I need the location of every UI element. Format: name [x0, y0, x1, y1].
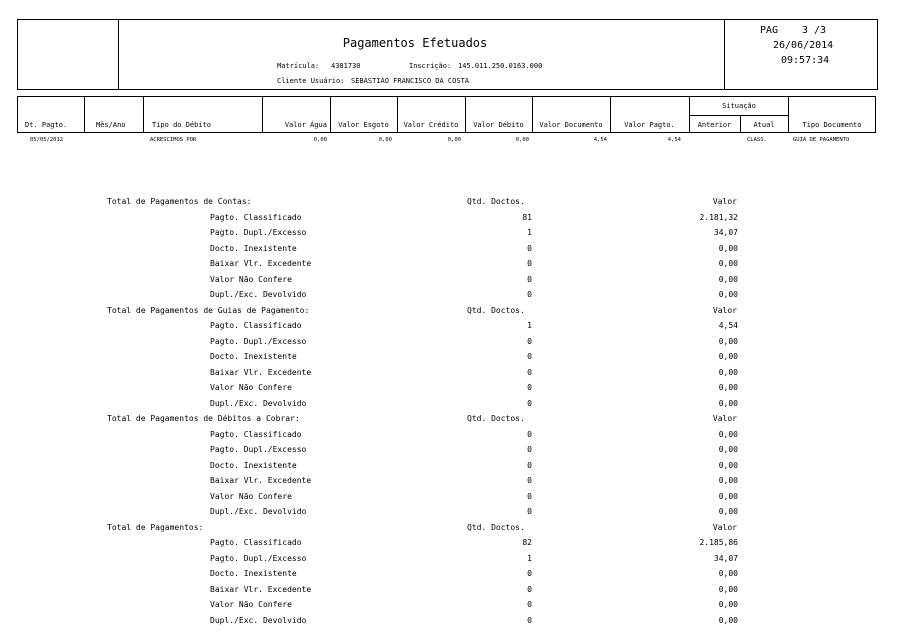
summary-item-qtd: 0 — [527, 569, 532, 578]
cell-valor-pagto: 4,54 — [667, 137, 681, 143]
summary-item-qtd: 1 — [527, 321, 532, 330]
summary-section-title: Total de Pagamentos de Contas: — [107, 197, 252, 206]
report-date: 26/06/2014 — [773, 40, 834, 51]
summary-qtd-header: Qtd. Doctos. — [467, 197, 525, 206]
summary-item-valor: 0,00 — [718, 259, 738, 268]
summary-item-label: Valor Não Confere — [210, 275, 292, 284]
summary-item-label: Valor Não Confere — [210, 383, 292, 392]
summary-item-valor: 0,00 — [718, 445, 738, 454]
summary-item-label: Pagto. Dupl./Excesso — [210, 228, 307, 237]
column-header-valor-pagto: Valor Pagto. — [624, 121, 675, 129]
page-number: 3 /3 — [802, 25, 827, 36]
summary-item-valor: 0,00 — [718, 600, 738, 609]
summary-item-qtd: 0 — [527, 585, 532, 594]
summary-qtd-header: Qtd. Doctos. — [467, 523, 525, 532]
column-header-tipo-debito: Tipo do Débito — [152, 121, 212, 129]
cell-atual: CLASS. — [747, 137, 767, 143]
cell-tipo-documento: GUIA DE PAGAMENTO — [793, 137, 850, 143]
column-header-valor-documento: Valor Documento — [539, 121, 603, 129]
summary-item-valor: 0,00 — [718, 399, 738, 408]
summary-item-label: Docto. Inexistente — [210, 569, 297, 578]
summary-item-label: Docto. Inexistente — [210, 352, 297, 361]
summary-item-valor: 0,00 — [718, 476, 738, 485]
summary-item-qtd: 82 — [522, 538, 532, 547]
summary-item-label: Dupl./Exc. Devolvido — [210, 507, 307, 516]
summary-item-label: Pagto. Dupl./Excesso — [210, 445, 307, 454]
matricula-value: 4381730 — [331, 62, 361, 70]
summary-item-valor: 2.185,86 — [699, 538, 738, 547]
summary-item-qtd: 0 — [527, 244, 532, 253]
summary-item-valor: 0,00 — [718, 461, 738, 470]
summary-item-valor: 0,00 — [718, 585, 738, 594]
col-divider — [143, 96, 144, 133]
summary-item-valor: 4,54 — [718, 321, 738, 330]
summary-section-title: Total de Pagamentos de Guias de Pagamento: — [107, 306, 310, 315]
summary-item-valor: 0,00 — [718, 492, 738, 501]
summary-item-valor: 2.181,32 — [699, 213, 738, 222]
summary-item-qtd: 1 — [527, 554, 532, 563]
cell-valor-documento: 4,54 — [593, 137, 607, 143]
summary-item-qtd: 0 — [527, 430, 532, 439]
situacao-divider — [689, 115, 789, 116]
cliente-value: SEBASTIAO FRANCISCO DA COSTA — [351, 77, 470, 85]
column-header-valor-credito: Valor Crédito — [403, 121, 459, 129]
summary-item-qtd: 0 — [527, 337, 532, 346]
column-header-valor-debito: Valor Débito — [473, 121, 524, 129]
summary-item-valor: 0,00 — [718, 569, 738, 578]
column-header-valor-agua: Valor Água — [284, 121, 327, 129]
cell-valor-credito: 0,00 — [447, 137, 461, 143]
summary-item-valor: 0,00 — [718, 290, 738, 299]
page-label: PAG — [760, 25, 779, 36]
summary-item-label: Pagto. Dupl./Excesso — [210, 337, 307, 346]
matricula-label: Matrícula: — [277, 62, 320, 70]
summary-item-label: Baixar Vlr. Excedente — [210, 476, 312, 485]
column-header-mes-ano: Mês/Ano — [96, 121, 126, 129]
summary-qtd-header: Qtd. Doctos. — [467, 306, 525, 315]
summary-item-qtd: 0 — [527, 461, 532, 470]
column-header-anterior: Anterior — [697, 121, 732, 129]
summary-item-qtd: 0 — [527, 616, 532, 625]
summary-item-qtd: 0 — [527, 476, 532, 485]
summary-section-title: Total de Pagamentos de Débitos a Cobrar: — [107, 414, 300, 423]
summary-section-title: Total de Pagamentos: — [107, 523, 204, 532]
summary-valor-header: Valor — [712, 197, 737, 206]
inscricao-value: 145.011.250.0163.000 — [458, 62, 543, 70]
summary-item-qtd: 0 — [527, 352, 532, 361]
report-title: Pagamentos Efetuados — [342, 36, 488, 50]
summary-item-qtd: 0 — [527, 383, 532, 392]
summary-item-label: Valor Não Confere — [210, 600, 292, 609]
summary-item-label: Pagto. Classificado — [210, 430, 302, 439]
summary-item-qtd: 0 — [527, 445, 532, 454]
summary-item-label: Dupl./Exc. Devolvido — [210, 399, 307, 408]
cell-valor-debito: 0,00 — [515, 137, 529, 143]
summary-item-label: Docto. Inexistente — [210, 461, 297, 470]
column-header-tipo-documento: Tipo Documento — [802, 121, 862, 129]
cell-valor-agua: 0,00 — [313, 137, 327, 143]
summary-item-qtd: 0 — [527, 275, 532, 284]
summary-valor-header: Valor — [712, 414, 737, 423]
column-header-atual: Atual — [753, 121, 775, 129]
summary-item-qtd: 0 — [527, 399, 532, 408]
report-time: 09:57:34 — [781, 55, 830, 66]
summary-item-valor: 0,00 — [718, 507, 738, 516]
header-divider-right — [724, 19, 725, 90]
summary-item-label: Pagto. Dupl./Excesso — [210, 554, 307, 563]
situacao-header: Situação — [722, 102, 756, 110]
cell-dt-pagto: 05/05/2012 — [30, 137, 64, 143]
summary-item-label: Baixar Vlr. Excedente — [210, 259, 312, 268]
summary-item-label: Pagto. Classificado — [210, 213, 302, 222]
summary-item-qtd: 0 — [527, 507, 532, 516]
cell-tipo-debito: ACRESCIMOS POR — [150, 137, 197, 143]
summary-item-valor: 0,00 — [718, 275, 738, 284]
column-header-valor-esgoto: Valor Esgoto — [338, 121, 389, 129]
summary-qtd-header: Qtd. Doctos. — [467, 414, 525, 423]
summary-item-valor: 0,00 — [718, 368, 738, 377]
summary-item-qtd: 81 — [522, 213, 532, 222]
summary-item-label: Docto. Inexistente — [210, 244, 297, 253]
summary-item-qtd: 0 — [527, 290, 532, 299]
summary-item-valor: 0,00 — [718, 430, 738, 439]
summary-item-qtd: 0 — [527, 492, 532, 501]
summary-item-qtd: 0 — [527, 368, 532, 377]
summary-item-label: Dupl./Exc. Devolvido — [210, 290, 307, 299]
header-divider-left — [118, 19, 119, 90]
summary-item-valor: 0,00 — [718, 352, 738, 361]
summary-item-valor: 34,07 — [713, 228, 738, 237]
cliente-label: Cliente Usuário: — [277, 77, 345, 85]
summary-valor-header: Valor — [712, 306, 737, 315]
summary-item-valor: 0,00 — [718, 244, 738, 253]
inscricao-label: Inscrição: — [409, 62, 452, 70]
summary-item-label: Pagto. Classificado — [210, 538, 302, 547]
summary-item-valor: 34,07 — [713, 554, 738, 563]
summary-item-valor: 0,00 — [718, 616, 738, 625]
col-divider — [84, 96, 85, 133]
summary-valor-header: Valor — [712, 523, 737, 532]
cell-valor-esgoto: 0,00 — [378, 137, 392, 143]
summary-item-label: Dupl./Exc. Devolvido — [210, 616, 307, 625]
summary-item-qtd: 0 — [527, 259, 532, 268]
summary-item-label: Valor Não Confere — [210, 492, 292, 501]
summary-item-qtd: 0 — [527, 600, 532, 609]
summary-item-label: Pagto. Classificado — [210, 321, 302, 330]
column-header-dt-pagto: Dt. Pagto. — [25, 121, 68, 129]
summary-item-valor: 0,00 — [718, 337, 738, 346]
summary-item-label: Baixar Vlr. Excedente — [210, 368, 312, 377]
summary-item-label: Baixar Vlr. Excedente — [210, 585, 312, 594]
summary-item-valor: 0,00 — [718, 383, 738, 392]
summary-item-qtd: 1 — [527, 228, 532, 237]
